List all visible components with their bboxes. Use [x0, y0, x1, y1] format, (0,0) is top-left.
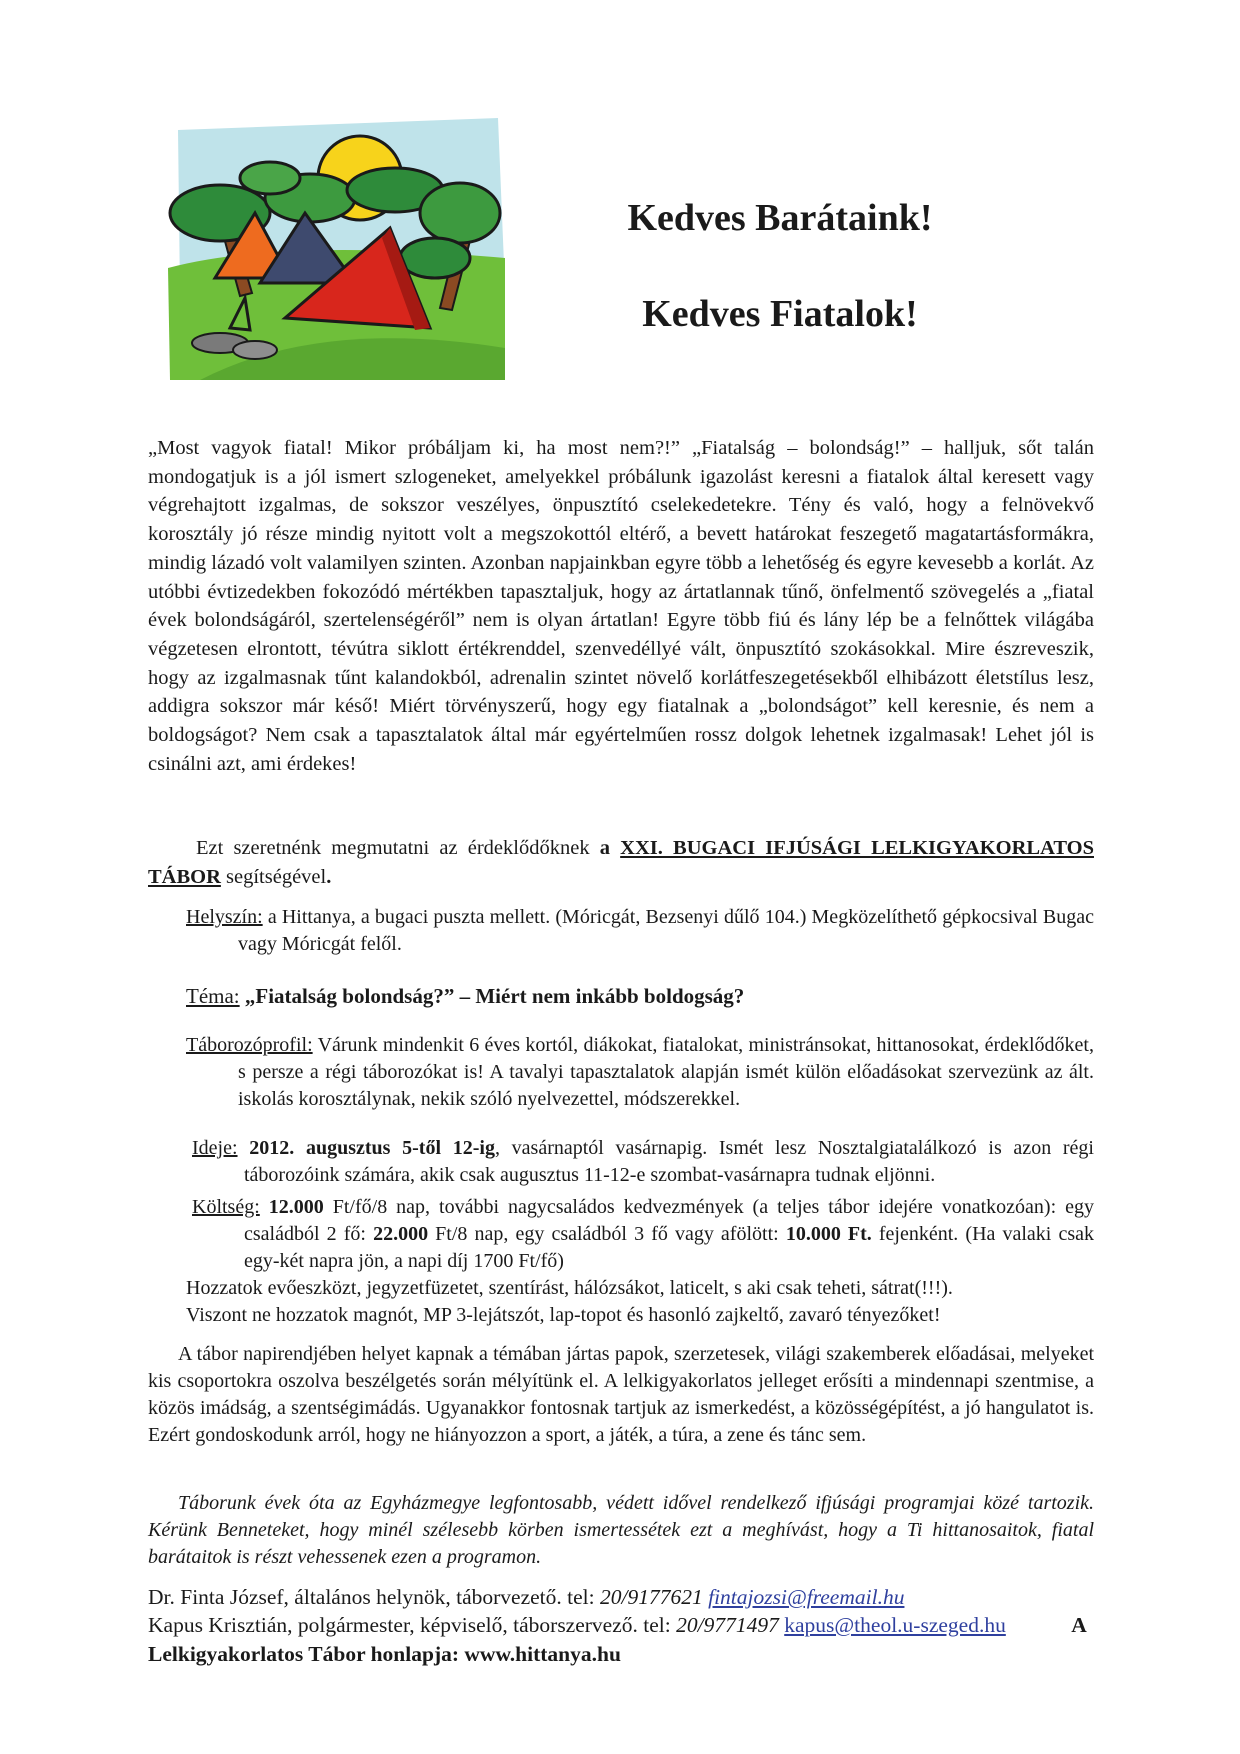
contact-finta-email-link[interactable]: fintajozsi@freemail.hu — [708, 1585, 905, 1609]
announcement — [148, 834, 1094, 891]
contact-finta-text: Dr. Finta József, általános helynök, táborvezető. tel: — [148, 1585, 600, 1609]
cost-text-1: Ft/fő/8 nap, további nagycsaládos kedvezmények (a teljes tábor idejére vonatkozóan): egy családból 2 fő: — [244, 1196, 1094, 1245]
contact-finta — [148, 1583, 1094, 1612]
bring-item: Hozzatok evőeszközt, jegyzetfüzetet, szentírást, hálózsákot, laticelt, s aki csak teheti, sátrat(!!!). — [186, 1277, 953, 1299]
cost-text-2: Ft/8 nap, egy családból 3 fő vagy afölött: — [428, 1223, 786, 1245]
location-text: a Hittanya, a bugaci puszta mellett. (Móricgát, Bezsenyi dűlő 104.) Megközelíthető gépkocsival Bugac vagy Móricgát felől. — [238, 906, 1094, 955]
contact-finta-phone: 20/9177621 — [599, 1585, 703, 1609]
contact-kapus-phone: 20/9771497 — [676, 1613, 779, 1637]
theme-text: „Fiatalság bolondság?” – Miért nem inkább boldogság? — [244, 984, 745, 1008]
cost-label: Költség: — [192, 1196, 260, 1218]
announce-pre: Ezt szeretnénk megmutatni az érdeklődőknek — [196, 837, 600, 859]
greeting-friends: Kedves Barátaink! — [627, 197, 933, 239]
location-label: Helyszín: — [186, 906, 263, 928]
date-text: , vasárnaptól vasárnapig. Ismét lesz Nosztalgiatalálkozó is azon régi táborozóink számára, akik csak augusztus 11-12-e szombat-vasárnapra tudnak eljönni. — [244, 1137, 1094, 1186]
date-bold: 2012. augusztus 5-től 12-ig — [249, 1137, 495, 1159]
camp-title: XXI. BUGACI IFJÚSÁGI LELKIGYAKORLATOS TÁBOR — [148, 837, 1094, 888]
homepage-line: A Lelkigyakorlatos Tábor honlapja: www.hittanya.hu — [148, 1613, 1086, 1666]
date-label: Ideje: — [192, 1137, 238, 1159]
cost-item — [148, 1194, 1094, 1275]
camping-clipart — [160, 118, 505, 380]
cost-text-3: fejenként. (Ha valaki csak egy-két napra jön, a napi díj 1700 Ft/fő) — [244, 1223, 1094, 1272]
announce-article: a — [599, 837, 610, 859]
contact-kapus — [148, 1611, 1094, 1668]
dont-bring-item: Viszont ne hozzatok magnót, MP 3-lejátszót, lap-topot és hasonló zajkeltő, zavaró tényezőket! — [186, 1304, 941, 1326]
cost-price-2: 22.000 — [373, 1223, 429, 1245]
greeting-youth: Kedves Fiatalok! — [642, 293, 918, 335]
contact-kapus-email-link[interactable]: kapus@theol.u-szeged.hu — [784, 1613, 1006, 1637]
profile-item — [148, 1032, 1094, 1113]
cost-price-3: 10.000 Ft. — [785, 1223, 872, 1245]
profile-text: Várunk mindenkit 6 éves kortól, diákokat, fiatalokat, ministránsokat, hittanosokat, érdeklődőket, s persze a régi táborozókat is! A tavalyi tapasztalatok alapján ismét külön előadásokat szervezünk az ált. iskolás korosztálynak, nekik szóló nyelvezettel, módszerekkel. — [238, 1034, 1094, 1110]
date-item — [148, 1135, 1094, 1189]
theme-label: Téma: — [186, 984, 240, 1008]
theme-item — [148, 983, 1094, 1010]
program-paragraph: A tábor napirendjében helyet kapnak a témában jártas papok, szerzetesek, világi szakemberek előadásai, melyeket kis csoportokra oszolva beszélgetés során mélyítünk el. A lelkigyakorlatos jelleget erősíti a mindennapi szentmise, a közös imádság, a szentségimádás. Ugyanakkor fontosnak tartjuk az ismerkedést, a közösségépítést, a jó hangulatot is. Ezért gondoskodunk arról, hogy ne hiányozzon a sport, a játék, a túra, a zene és tánc sem. — [148, 1343, 1094, 1446]
announce-post: segítségével — [220, 865, 327, 888]
intro-paragraph: „Most vagyok fiatal! Mikor próbáljam ki, ha most nem?!” „Fiatalság – bolondság!” – halljuk, sőt talán mondogatjuk is a jól ismert szlogeneket, amelyekkel próbálunk igazolást keresni a fiatalok által keresett vagy végrehajtott izgalmas, de sokszor veszélyes, önpusztító cselekedetekre. Tény és való, hogy a felnövekvő korosztály jó része mindig nyitott volt a megszokottól eltérő, a bevett határokat feszegető magatartásformákra, mindig lázadó volt valamilyen szinten. Azonban napjainkban egyre több a lehetőség és egyre kevesebb a korlát. Az utóbbi évtizedekben fokozódó mértékben tapasztaljuk, hogy az ártatlannak tűnő, önfelmentő szövegelés a „fiatal évek bolondságáról, szertelenségéről” nem is olyan ártatlan! Egyre több fiú és lány lép be a felnőttek világába végzetesen elrontott, tévútra siklott értékrenddel, szenvedéllyé vált, önpusztító szokásokkal. Mire észreveszik, hogy az izgalmasnak tűnt kalandokból, adrenalin szintet növelő korlátfeszegetésekből elhibázott életstílus lesz, addigra sokszor már késő! Miért törvényszerű, hogy egy fiatalnak a „bolondságot” kell keresnie, és nem a boldogságot? Nem csak a tapasztalatok által már egyértelműen rossz dolgok lehetnek izgalmasak! Lehet jól is csinálni azt, ami érdekes! — [148, 437, 1094, 775]
location-item — [148, 904, 1094, 958]
announce-dot: . — [326, 865, 332, 888]
cost-price-1: 12.000 — [268, 1196, 324, 1218]
contact-kapus-text: Kapus Krisztián, polgármester, képviselő, táborszervező. tel: — [148, 1613, 677, 1637]
closing-paragraph: Táborunk évek óta az Egyházmegye legfontosabb, védett idővel rendelkező ifjúsági programjai közé tartozik. Kérünk Benneteket, hogy minél szélesebb körben ismertessétek ezt a meghívást, hogy a Ti hittanosaitok, fiatal barátaitok is részt vehessenek ezen a programon. — [148, 1492, 1094, 1568]
profile-label: Táborozóprofil: — [186, 1034, 313, 1056]
